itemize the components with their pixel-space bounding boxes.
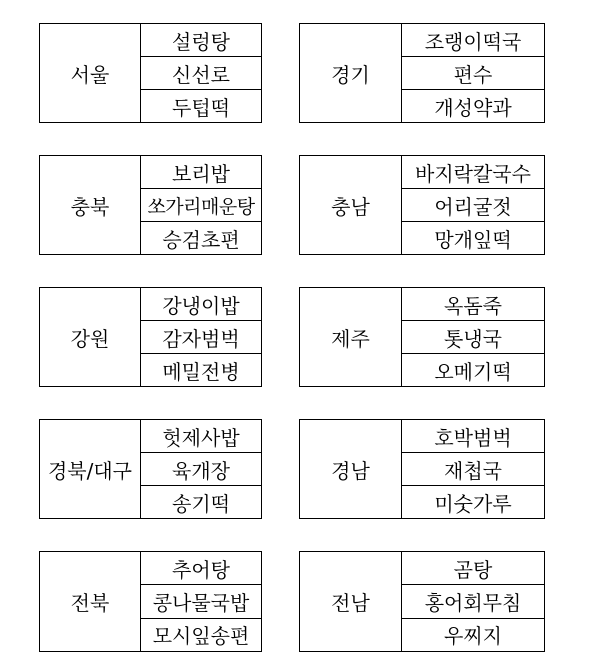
dish-list xyxy=(402,24,544,122)
dish-list xyxy=(141,552,261,651)
region-table-chungnam xyxy=(299,155,545,255)
dish-item: 메밀전병 xyxy=(162,359,240,384)
dish-item: 콩나물국밥 xyxy=(141,585,261,618)
region-name: 충북 xyxy=(40,156,141,254)
dish-item: 호박범벅 xyxy=(402,420,544,453)
region-name: 충남 xyxy=(300,156,402,254)
dish-list xyxy=(141,420,261,518)
region-table-jeonbuk xyxy=(39,551,262,652)
region-name: 강원 xyxy=(40,288,141,386)
region-table-gyeongbuk-daegu xyxy=(39,419,262,519)
dish-item: 승검초편 xyxy=(162,227,240,252)
dish-item: 쏘가리매운탕 xyxy=(141,189,261,222)
dish-item: 헛제사밥 xyxy=(141,420,261,453)
dish-item: 두텁떡 xyxy=(172,95,230,120)
dish-item: 옥돔죽 xyxy=(402,288,544,321)
region-name: 제주 xyxy=(300,288,402,386)
dish-item: 모시잎송편 xyxy=(152,624,250,649)
dish-item: 강냉이밥 xyxy=(141,288,261,321)
dish-item: 오메기떡 xyxy=(434,359,512,384)
dish-item: 보리밥 xyxy=(141,156,261,189)
dish-item: 곰탕 xyxy=(402,552,544,585)
dish-item: 신선로 xyxy=(141,57,261,90)
dish-item: 감자범벅 xyxy=(141,321,261,354)
dish-item: 개성약과 xyxy=(434,95,512,120)
dish-list xyxy=(402,156,544,254)
dish-item: 홍어회무침 xyxy=(402,585,544,618)
dish-list xyxy=(402,420,544,518)
region-table-gangwon xyxy=(39,287,262,387)
dish-item: 조랭이떡국 xyxy=(402,24,544,57)
region-name: 경기 xyxy=(300,24,402,122)
region-table-jeju xyxy=(299,287,545,387)
region-name: 전북 xyxy=(40,552,141,651)
region-name: 경남 xyxy=(300,420,402,518)
region-table-jeonnam xyxy=(299,551,545,652)
dish-item: 추어탕 xyxy=(141,552,261,585)
dish-item: 바지락칼국수 xyxy=(402,156,544,189)
region-name: 서울 xyxy=(40,24,141,122)
dish-item: 재첩국 xyxy=(402,453,544,486)
region-table-chungbuk xyxy=(39,155,262,255)
dish-list xyxy=(402,288,544,386)
dish-item: 미숫가루 xyxy=(434,491,512,516)
dish-item: 톳냉국 xyxy=(402,321,544,354)
dish-item: 우찌지 xyxy=(444,624,502,649)
dish-item: 망개잎떡 xyxy=(434,227,512,252)
region-table-seoul xyxy=(39,23,262,123)
dish-item: 어리굴젓 xyxy=(402,189,544,222)
region-name: 전남 xyxy=(300,552,402,651)
dish-item: 송기떡 xyxy=(172,491,230,516)
dish-list xyxy=(141,24,261,122)
dish-list xyxy=(141,156,261,254)
dish-list xyxy=(402,552,544,651)
region-name: 경북/대구 xyxy=(40,420,141,518)
region-table-gyeongnam xyxy=(299,419,545,519)
dish-item: 설렁탕 xyxy=(141,24,261,57)
region-table-gyeonggi xyxy=(299,23,545,123)
dish-item: 편수 xyxy=(402,57,544,90)
dish-list xyxy=(141,288,261,386)
dish-item: 육개장 xyxy=(141,453,261,486)
